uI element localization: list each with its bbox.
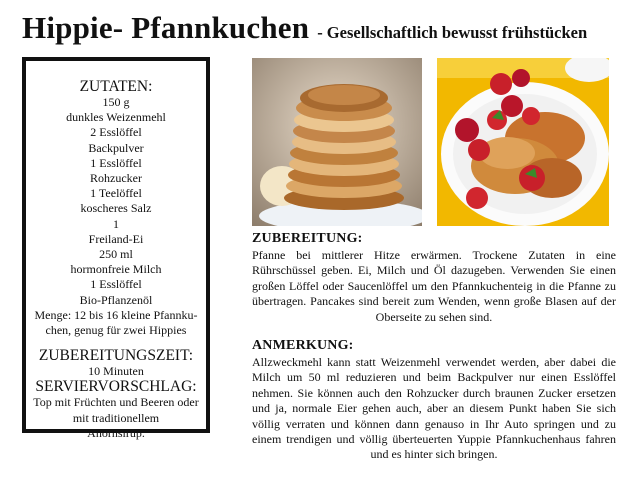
ingredient-line: 150 g <box>102 95 130 109</box>
recipe-title: Hippie- Pfannkuchen <box>22 10 310 45</box>
ingredient-line: koscheres Salz <box>80 201 152 216</box>
page-title <box>22 10 632 46</box>
ingredient-line: hormonfreie Milch <box>70 262 162 277</box>
ingredient-line: 1 <box>113 216 119 231</box>
ingredients-panel <box>22 57 210 440</box>
preparation-heading: ZUBEREITUNG: <box>252 231 363 246</box>
note-text: Allzweckmehl kann statt Weizenmehl verwendet werden, aber dabei die Milch um 50 ml reduzieren und beim Backpulver nur einen Esslöffel nehmen. Sie können auch den Rohzucker durch braunen Zucker ersetzen und ja, normale Eier gehen auch, aber an diesem Punkt haben Sie sich völlig verraten und können dann genauso in Ihr Auto springen und zu einem trendigen und völlig überteuerten Yuppie Pfannkuchenhaus fahren und es hinter sich bringen. <box>252 355 616 462</box>
ingredient-line: dunkles Weizenmehl <box>66 110 166 125</box>
note-heading: ANMERKUNG: <box>252 338 354 353</box>
ingredient-line: 1 Teelöffel <box>90 186 142 201</box>
ingredient-line: Backpulver <box>88 140 144 155</box>
pancake-stack-photo <box>252 58 422 226</box>
ingredient-line: 250 ml <box>99 247 133 262</box>
pancakes-strawberries-photo <box>437 58 609 226</box>
prep-time-value: 10 Minuten <box>88 364 144 379</box>
ingredient-line: 1 Esslöffel <box>90 277 142 292</box>
ingredient-line: Bio-Pflanzenöl <box>79 292 153 307</box>
serving-heading: SERVIERVORSCHLAG: <box>35 378 197 396</box>
prep-time-heading: ZUBEREITUNGSZEIT: <box>38 347 194 365</box>
ingredients-list <box>26 95 206 338</box>
preparation-text: Pfanne bei mittlerer Hitze erwärmen. Trockene Zutaten in eine Rührschüssel geben. Ei, Milch und Öl dazugeben. Verwenden Sie einen großen Löffel oder Saucenlöffel um den Pfannkuchenteig in die Pfanne zu übertragen. Pancakes sind bereit zum Wenden, wenn große Blasen auf der Oberseite zu sehen sind. <box>252 248 616 324</box>
recipe-subtitle: - Gesellschaftlich bewusst frühstücken <box>317 23 588 42</box>
ingredient-line: 1 Esslöffel <box>90 155 142 170</box>
ingredient-line: Rohzucker <box>90 171 142 186</box>
ingredient-line: chen, genug für zwei Hippies <box>45 323 187 338</box>
ingredient-line: Freiland-Ei <box>88 231 144 246</box>
ingredients-heading: ZUTATEN: <box>79 78 153 95</box>
ingredient-line: Menge: 12 bis 16 kleine Pfannku- <box>34 307 198 322</box>
serving-line: Top mit Früchten und Beeren oder <box>33 395 199 410</box>
ingredient-line: 2 Esslöffel <box>90 125 142 140</box>
serving-line: Ahornsirup. <box>87 425 145 440</box>
serving-line: mit traditionellem <box>72 410 160 425</box>
